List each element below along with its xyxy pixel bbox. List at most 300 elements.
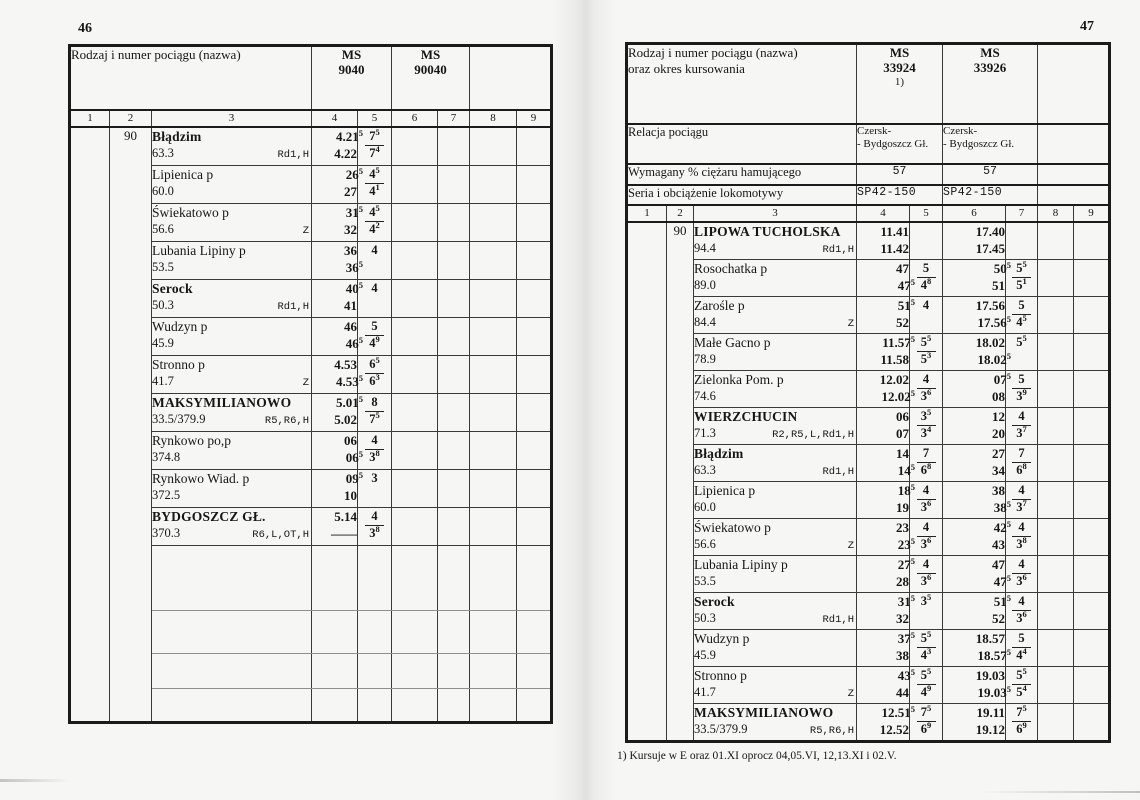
page-gutter-shadow <box>552 0 616 800</box>
empty-cell <box>1038 334 1074 371</box>
brake-weight-empty <box>1038 164 1110 185</box>
empty-cell <box>392 546 438 611</box>
station-km: 84.4 <box>694 315 716 329</box>
time-cell-train2: $42^5$ 43 <box>943 519 1006 556</box>
empty-cell <box>1074 593 1110 630</box>
empty-cell <box>517 356 552 394</box>
station-row <box>627 408 1110 445</box>
station-marks: Rd1,H <box>822 244 854 256</box>
empty-cell <box>470 689 517 723</box>
time-cell-train2 <box>392 470 438 508</box>
column-number-5: 5 <box>910 205 943 222</box>
empty-cell <box>1038 445 1074 482</box>
empty-cell <box>438 546 470 611</box>
scan-artifact <box>980 791 1140 793</box>
train-header-label <box>70 46 312 111</box>
empty-cell <box>517 654 552 689</box>
time-cell-train1: 5.01$^5$ 5.02 <box>312 394 358 432</box>
runtime-cell-train2: 4 $3^7$ <box>1006 408 1038 445</box>
brake-weight-train2: 57 <box>943 164 1038 185</box>
runtime-cell-train1: 4 <box>910 297 943 334</box>
station-km: 45.9 <box>694 648 716 662</box>
empty-cell <box>470 470 517 508</box>
station-name: Rosochatka p <box>694 261 768 276</box>
runtime-cell-train1: 4 $3^6$ <box>910 519 943 556</box>
time-cell-train1: 06 07 <box>857 408 910 445</box>
station-cell <box>152 356 312 394</box>
runtime-cell-train1: 4 $3^6$ <box>910 482 943 519</box>
empty-cell <box>517 204 552 242</box>
empty-cell <box>152 546 312 611</box>
station-row <box>627 482 1110 519</box>
runtime-cell-train2 <box>438 204 470 242</box>
time-cell-train2: 18.02 18.02$^5$ <box>943 334 1006 371</box>
station-name: WIERZCHUCIN <box>694 409 798 424</box>
empty-cell <box>438 689 470 723</box>
runtime-cell-train2: 4 $3^6$ <box>1006 556 1038 593</box>
runtime-cell-train1: $6^5$ $6^3$ <box>358 356 392 394</box>
time-cell-train2 <box>392 508 438 546</box>
column-number-1: 1 <box>70 110 110 127</box>
runtime-cell-train2: $7^5$ $6^9$ <box>1006 704 1038 742</box>
empty-cell <box>1038 482 1074 519</box>
loco-series-train1: SP42-150 <box>857 185 943 205</box>
empty-cell <box>358 546 392 611</box>
time-cell-train1: 36 $36^5$ <box>312 242 358 280</box>
station-row <box>627 334 1110 371</box>
station-cell <box>694 334 857 371</box>
time-cell-train2: $50^5$ 51 <box>943 260 1006 297</box>
runtime-cell-train1: 4 <box>358 280 392 318</box>
empty-cell <box>1038 297 1074 334</box>
station-cell <box>152 470 312 508</box>
runtime-cell-train1: $5^5$ $4^9$ <box>910 667 943 704</box>
column-number-6: 6 <box>392 110 438 127</box>
time-cell-train1: 11.57$^5$ 11.58 <box>857 334 910 371</box>
empty-cell <box>1074 222 1110 260</box>
empty-cell <box>438 654 470 689</box>
runtime-cell-train2 <box>438 280 470 318</box>
station-marks: Z <box>847 540 854 552</box>
time-cell-train1: 47 $47^5$ <box>857 260 910 297</box>
time-cell-train2 <box>392 127 438 166</box>
empty-cell <box>1038 667 1074 704</box>
time-cell-train2 <box>392 356 438 394</box>
loco-series-train2: SP42-150 <box>943 185 1038 205</box>
time-cell-train2: 17.40 17.45 <box>943 222 1006 260</box>
empty-cell <box>1038 371 1074 408</box>
timetable-left <box>68 44 553 724</box>
runtime-cell-train2 <box>438 470 470 508</box>
runtime-cell-train2 <box>438 394 470 432</box>
station-name: Wudzyn p <box>694 631 750 646</box>
loco-series-label: Seria i obciążenie lokomotywy <box>627 185 857 205</box>
time-cell-train1: $09^5$ 10 <box>312 470 358 508</box>
runtime-cell-train1: 3 <box>358 470 392 508</box>
station-km: 56.6 <box>694 537 716 551</box>
time-cell-train1: 14 $14^5$ <box>857 445 910 482</box>
station-marks: R2,R5,L,Rd1,H <box>772 429 854 441</box>
station-cell <box>152 204 312 242</box>
empty-cell <box>1074 519 1110 556</box>
empty-cell <box>470 280 517 318</box>
time-cell-train1: 46 $46^5$ <box>312 318 358 356</box>
station-cell <box>694 482 857 519</box>
time-cell-train2 <box>392 242 438 280</box>
runtime-cell-train2: $5^5$ $5^1$ <box>1006 260 1038 297</box>
empty-cell <box>517 689 552 723</box>
station-name: LIPOWA TUCHOLSKA <box>694 224 841 239</box>
empty-cell <box>470 432 517 470</box>
station-km: 370.3 <box>152 526 181 540</box>
empty-cell <box>312 689 358 723</box>
empty-cell <box>1038 222 1074 260</box>
time-cell-train1: $51^5$ 52 <box>857 297 910 334</box>
empty-cell <box>1038 519 1074 556</box>
train-id-empty <box>470 46 552 111</box>
runtime-cell-train1: $7^5$ $7^4$ <box>358 127 392 166</box>
station-km: 63.3 <box>694 463 716 477</box>
time-cell-train2: 18.57 18.57$^5$ <box>943 630 1006 667</box>
station-km: 71.3 <box>694 426 716 440</box>
runtime-cell-train1: $7^5$ $6^9$ <box>910 704 943 742</box>
station-cell <box>694 260 857 297</box>
station-km: 63.3 <box>152 146 174 160</box>
empty-cell <box>392 611 438 654</box>
station-cell <box>152 127 312 166</box>
time-cell-train2: 38 $38^5$ <box>943 482 1006 519</box>
station-marks: Rd1,H <box>277 149 309 161</box>
station-row <box>627 297 1110 334</box>
station-name: Świekatowo p <box>152 205 229 220</box>
station-name: Serock <box>152 281 193 296</box>
empty-cell <box>470 318 517 356</box>
station-marks: Z <box>302 225 309 237</box>
station-km: 78.9 <box>694 352 716 366</box>
time-cell-train1: $18^5$ 19 <box>857 482 910 519</box>
empty-cell <box>1074 630 1110 667</box>
station-cell <box>152 318 312 356</box>
column-number-3: 3 <box>694 205 857 222</box>
page-46 <box>68 20 550 724</box>
runtime-cell-train2 <box>438 127 470 166</box>
loco-series-empty <box>1038 185 1110 205</box>
time-cell-train1: 12.51$^5$ 12.52 <box>857 704 910 742</box>
station-name: Rynkowo Wiad. p <box>152 471 250 486</box>
station-row <box>627 445 1110 482</box>
time-cell-train2 <box>392 318 438 356</box>
station-km: 41.7 <box>152 374 174 388</box>
time-cell-train2: 19.11 19.12 <box>943 704 1006 742</box>
station-row <box>627 260 1110 297</box>
footnote: 1) Kursuje w E oraz 01.XI oprocz 04,05.VI, 12,13.XI i 02.V. <box>617 750 897 762</box>
empty-cell <box>1074 408 1110 445</box>
station-km: 53.5 <box>152 260 174 274</box>
time-cell-train2 <box>392 204 438 242</box>
station-marks: R5,R6,H <box>264 415 309 427</box>
empty-cell <box>1074 297 1110 334</box>
station-marks: Z <box>302 377 309 389</box>
runtime-cell-train1: 4 $3^8$ <box>358 432 392 470</box>
runtime-cell-train1: $3^5$ $3^4$ <box>910 408 943 445</box>
column-number-1: 1 <box>627 205 667 222</box>
relation-row <box>627 124 1110 164</box>
station-marks: Rd1,H <box>822 614 854 626</box>
station-km: 50.3 <box>694 611 716 625</box>
column-number-5: 5 <box>358 110 392 127</box>
empty-cell <box>517 611 552 654</box>
station-km: 89.0 <box>694 278 716 292</box>
empty-cell <box>470 242 517 280</box>
brake-weight-row <box>627 164 1110 185</box>
runtime-cell-train2: $5^5$ $5^4$ <box>1006 667 1038 704</box>
runtime-cell-train1: 5 $4^9$ <box>358 318 392 356</box>
runtime-cell-train2: 5 $3^9$ <box>1006 371 1038 408</box>
time-cell-train2: 17.56 17.56$^5$ <box>943 297 1006 334</box>
time-cell-train1: 12.02 12.02$^5$ <box>857 371 910 408</box>
runtime-cell-train1: $5^5$ $4^3$ <box>910 630 943 667</box>
empty-cell <box>470 127 517 166</box>
station-cell <box>694 371 857 408</box>
runtime-cell-train2: 5 $4^4$ <box>1006 630 1038 667</box>
empty-cell <box>517 546 552 611</box>
empty-cell <box>1074 260 1110 297</box>
time-cell-train1: 4.53 4.53$^5$ <box>312 356 358 394</box>
column-number-2: 2 <box>110 110 152 127</box>
runtime-cell-train1: $3^5$ <box>910 593 943 630</box>
empty-cell <box>470 356 517 394</box>
relation-empty <box>1038 124 1110 164</box>
footnote-reference: 1) <box>894 76 905 88</box>
station-cell <box>694 593 857 630</box>
station-km: 60.0 <box>152 184 174 198</box>
station-name: Zarośle p <box>694 298 745 313</box>
train-header-label: Rodzaj i numer pociągu (nazwa) oraz okres kursowania <box>627 44 857 125</box>
column-number-7: 7 <box>1006 205 1038 222</box>
time-cell-train2 <box>392 394 438 432</box>
runtime-cell-train2: 7 $6^8$ <box>1006 445 1038 482</box>
station-km: 33.5/379.9 <box>152 412 206 426</box>
runtime-cell-train2: 5 $4^5$ <box>1006 297 1038 334</box>
empty-cell <box>1074 482 1110 519</box>
station-name: Błądzim <box>694 446 744 461</box>
station-km: 45.9 <box>152 336 174 350</box>
station-cell <box>694 222 857 260</box>
empty-cell <box>517 508 552 546</box>
empty-cell <box>517 242 552 280</box>
station-row <box>627 222 1110 260</box>
column-number-8: 8 <box>470 110 517 127</box>
station-row <box>627 630 1110 667</box>
station-km: 56.6 <box>152 222 174 236</box>
empty-cell <box>1074 556 1110 593</box>
station-km: 41.7 <box>694 685 716 699</box>
empty-cell <box>1074 371 1110 408</box>
station-km: 50.3 <box>152 298 174 312</box>
route-number-cell: 90 <box>110 127 152 723</box>
station-km: 33.5/379.9 <box>694 722 748 736</box>
empty-cell <box>1038 704 1074 742</box>
column-number-6: 6 <box>943 205 1006 222</box>
station-cell <box>694 556 857 593</box>
train-id-empty <box>1038 44 1110 125</box>
column-number-row <box>627 205 1110 222</box>
empty-cell <box>470 654 517 689</box>
runtime-cell-train1: $5^5$ $5^3$ <box>910 334 943 371</box>
station-marks: Z <box>847 688 854 700</box>
empty-cell <box>517 280 552 318</box>
time-cell-train2 <box>392 432 438 470</box>
station-marks: R5,R6,H <box>809 725 854 737</box>
runtime-cell-train1: 4 $3^8$ <box>358 508 392 546</box>
station-cell <box>152 242 312 280</box>
station-marks: Rd1,H <box>277 301 309 313</box>
relation-train2: Czersk- - Bydgoszcz Gł. <box>943 124 1038 164</box>
station-row <box>70 127 552 166</box>
empty-cell <box>152 689 312 723</box>
header-title-text: Rodzaj i numer pociągu (nazwa) <box>71 47 241 62</box>
station-cell <box>694 445 857 482</box>
runtime-cell-train2: 4 $3^8$ <box>1006 519 1038 556</box>
empty-cell <box>358 611 392 654</box>
time-cell-train1: 4.21$^5$ 4.22 <box>312 127 358 166</box>
station-km: 372.5 <box>152 488 181 502</box>
time-cell-train1: 5.14 —— <box>312 508 358 546</box>
runtime-cell-train2 <box>438 242 470 280</box>
station-marks: Rd1,H <box>822 466 854 478</box>
station-name: Stronno p <box>152 357 205 372</box>
column-number-4: 4 <box>312 110 358 127</box>
empty-cell <box>517 470 552 508</box>
time-cell-train1: $26^5$ 27 <box>312 166 358 204</box>
empty-cell <box>470 166 517 204</box>
time-cell-train2: 27 34 <box>943 445 1006 482</box>
runtime-cell-train2 <box>438 432 470 470</box>
station-cell <box>152 280 312 318</box>
time-cell-train2 <box>392 166 438 204</box>
margin-column-cell <box>70 127 110 723</box>
train-header-row <box>627 44 1110 125</box>
brake-weight-label: Wymagany % ciężaru hamującego <box>627 164 857 185</box>
station-cell <box>694 519 857 556</box>
runtime-cell-train2 <box>438 166 470 204</box>
time-cell-train2 <box>392 280 438 318</box>
empty-cell <box>152 611 312 654</box>
relation-label: Relacja pociągu <box>627 124 857 164</box>
station-name: Błądzim <box>152 129 202 144</box>
runtime-cell-train1: 5 $4^8$ <box>910 260 943 297</box>
time-cell-train1: 11.41 11.42 <box>857 222 910 260</box>
station-row <box>627 371 1110 408</box>
station-name: Rynkowo po,p <box>152 433 231 448</box>
station-cell <box>152 508 312 546</box>
empty-cell <box>1074 667 1110 704</box>
empty-cell <box>470 611 517 654</box>
runtime-cell-train2 <box>438 356 470 394</box>
empty-cell <box>1038 260 1074 297</box>
loco-series-row <box>627 185 1110 205</box>
empty-cell <box>152 654 312 689</box>
runtime-cell-train1: 4 $3^6$ <box>910 556 943 593</box>
station-cell <box>152 432 312 470</box>
station-marks: Z <box>847 318 854 330</box>
train-id-ms-90040: MS 90040 <box>392 46 470 111</box>
runtime-cell-train1: 4 <box>358 242 392 280</box>
station-marks: R6,L,OT,H <box>252 529 309 541</box>
empty-cell <box>1038 408 1074 445</box>
scan-artifact <box>0 779 70 782</box>
runtime-cell-train1: $4^5$ $4^2$ <box>358 204 392 242</box>
empty-cell <box>517 318 552 356</box>
runtime-cell-train2 <box>1006 222 1038 260</box>
time-cell-train2: $07^5$ 08 <box>943 371 1006 408</box>
station-row <box>627 667 1110 704</box>
time-cell-train2: 47 $47^5$ <box>943 556 1006 593</box>
page-number-right: 47 <box>1080 19 1094 34</box>
station-row <box>627 704 1110 742</box>
empty-cell <box>312 654 358 689</box>
runtime-cell-train2 <box>438 318 470 356</box>
station-name: Zielonka Pom. p <box>694 372 784 387</box>
column-number-3: 3 <box>152 110 312 127</box>
time-cell-train1: $37^5$ 38 <box>857 630 910 667</box>
margin-column-cell <box>627 222 667 742</box>
runtime-cell-train1: 7 $6^8$ <box>910 445 943 482</box>
time-cell-train1: $31^5$ 32 <box>312 204 358 242</box>
station-name: MAKSYMILIANOWO <box>152 395 292 410</box>
station-name: Lipienica p <box>694 483 756 498</box>
station-cell <box>694 667 857 704</box>
empty-cell <box>312 611 358 654</box>
station-cell <box>152 166 312 204</box>
station-cell <box>694 630 857 667</box>
station-name: BYDGOSZCZ GŁ. <box>152 509 266 524</box>
station-name: Serock <box>694 594 735 609</box>
empty-cell <box>517 127 552 166</box>
empty-cell <box>312 546 358 611</box>
brake-weight-train1: 57 <box>857 164 943 185</box>
runtime-cell-train1: $4^5$ $4^1$ <box>358 166 392 204</box>
empty-cell <box>358 654 392 689</box>
time-cell-train2: $51^5$ 52 <box>943 593 1006 630</box>
time-cell-train1: $31^5$ 32 <box>857 593 910 630</box>
runtime-cell-train2: $5^5$ <box>1006 334 1038 371</box>
runtime-cell-train2 <box>438 508 470 546</box>
empty-cell <box>517 166 552 204</box>
station-cell <box>694 408 857 445</box>
station-cell <box>694 297 857 334</box>
page-number-left: 46 <box>78 21 92 36</box>
station-name: Wudzyn p <box>152 319 208 334</box>
empty-cell <box>358 689 392 723</box>
time-cell-train1: $43^5$ 44 <box>857 667 910 704</box>
time-cell-train2: 19.03 19.03$^5$ <box>943 667 1006 704</box>
empty-cell <box>1038 593 1074 630</box>
station-cell <box>694 704 857 742</box>
timetable-right <box>625 42 1111 743</box>
column-number-9: 9 <box>517 110 552 127</box>
train-id-ms-33924: MS 33924 1) <box>857 44 943 125</box>
station-row <box>627 556 1110 593</box>
station-row <box>627 593 1110 630</box>
station-name: MAKSYMILIANOWO <box>694 705 834 720</box>
runtime-cell-train1: 4 $3^6$ <box>910 371 943 408</box>
station-name: Lubania Lipiny p <box>152 243 246 258</box>
empty-cell <box>470 204 517 242</box>
column-number-4: 4 <box>857 205 910 222</box>
empty-cell <box>392 689 438 723</box>
station-km: 60.0 <box>694 500 716 514</box>
